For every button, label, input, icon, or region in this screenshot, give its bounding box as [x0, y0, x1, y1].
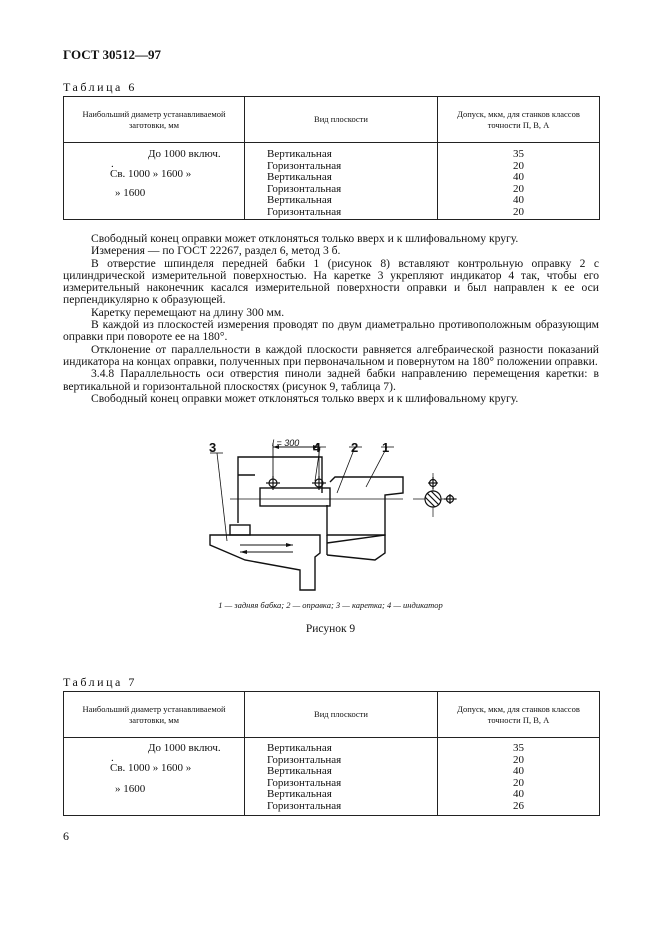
- body-text: [63, 233, 599, 405]
- indicator-holder: [238, 457, 322, 523]
- table6-header-plane: Вид плоскости: [245, 97, 438, 143]
- paragraph: Измерения — по ГОСТ 22267, раздел 6, метод 3 б.: [91, 244, 341, 258]
- table6-caption: Таблица 6: [63, 80, 137, 94]
- table-cell: Вертикальная: [267, 742, 332, 754]
- table-cell: Горизонтальная: [267, 205, 342, 218]
- table-cell: [86, 774, 244, 784]
- table-cell: 35: [513, 148, 524, 160]
- paragraph: Каретку перемещают на длину 300 мм.: [91, 305, 285, 319]
- table6: [63, 96, 600, 220]
- table-cell: 35: [513, 742, 524, 754]
- mandrel: [260, 488, 330, 506]
- table7-header-diameter: Наибольший диаметр устанавливаемой заготовки, мм: [64, 692, 245, 738]
- table6-planes: [245, 143, 438, 220]
- table-cell: Вертикальная: [267, 171, 332, 183]
- table-cell: 20: [513, 205, 524, 218]
- figure-9-diagram: [195, 435, 465, 595]
- table6-diameters: [64, 143, 245, 220]
- table-cell: Вертикальная: [267, 765, 332, 777]
- figure-legend: 1 — задняя бабка; 2 — оправка; 3 — каретка; 4 — индикатор: [218, 600, 443, 610]
- table-cell: 40: [513, 765, 524, 777]
- paragraph: Свободный конец оправки может отклоняться только вверх и к шлифовальному кругу.: [91, 391, 519, 405]
- table-cell: Св. 1000 » 1600 »: [110, 761, 192, 774]
- figure-label-2: 2: [351, 440, 359, 455]
- paragraph: В отверстие шпинделя передней бабки 1 (рисунок 8) вставляют контрольную оправку 2 с цилиндрической измерительной поверхностью. На каретке 3 укрепляют индикатор 4 так, чтобы его измерительный наконечник касался измерительной поверхности оправки и был направлен к ее оси перпендикулярно к образующей.: [63, 256, 599, 307]
- carriage: [210, 535, 320, 590]
- paragraph: В каждой из плоскостей измерения проводят по двум диаметрально противоположным образующим оправки при повороте ее на 180°.: [63, 318, 599, 344]
- table-cell: » 1600: [115, 187, 146, 199]
- table7-caption: Таблица 7: [63, 675, 137, 689]
- table-cell: » 1600: [115, 783, 146, 795]
- table7-planes: [245, 738, 438, 816]
- table-cell: 26: [513, 799, 524, 812]
- figure-dimension-label: l = 300: [272, 438, 300, 448]
- table6-tolerances: [438, 143, 600, 220]
- tailstock: [327, 477, 403, 535]
- table-cell: 40: [513, 194, 524, 206]
- table7: [63, 691, 600, 816]
- paragraph: 3.4.8 Параллельность оси отверстия пиноли задней бабки направлению перемещения каретки: в вертикальной и горизонтальной плоскостях (рисунок 9, таблица 7).: [63, 367, 599, 393]
- cross-section-icon: [413, 473, 457, 517]
- table7-tolerances: [438, 738, 600, 816]
- table-cell: Св. 1000 » 1600 »: [110, 167, 192, 180]
- table-cell: До 1000 включ.: [148, 148, 221, 160]
- table-cell: 20: [513, 776, 524, 789]
- table-cell: 40: [513, 171, 524, 183]
- table-cell: Вертикальная: [267, 194, 332, 206]
- table-cell: Горизонтальная: [267, 159, 342, 172]
- figure-title: Рисунок 9: [305, 623, 356, 635]
- page-number: 6: [63, 829, 69, 843]
- paragraph: Отклонение от параллельности в каждой плоскости равняется алгебраической разности показаний индикатора на концах оправки, полученных при первоначальном и повернутом на 180° положении оправки.: [63, 342, 599, 368]
- figure-label-1: 1: [382, 440, 390, 455]
- table6-header-tolerance: Допуск, мкм, для станков классов точности П, В, А: [438, 97, 600, 143]
- table7-header-plane: Вид плоскости: [245, 692, 438, 738]
- table-cell: Вертикальная: [267, 788, 332, 800]
- table-cell: [86, 180, 244, 188]
- figure-label-3: 3: [209, 440, 217, 455]
- table-cell: 20: [513, 182, 524, 195]
- table-cell: Вертикальная: [267, 148, 332, 160]
- table-cell: .: [111, 157, 114, 170]
- table6-header-diameter: Наибольший диаметр устанавливаемой заготовки, мм: [64, 97, 245, 143]
- table-cell: Горизонтальная: [267, 182, 342, 195]
- table7-header-tolerance: Допуск, мкм, для станков классов точности П, В, А: [438, 692, 600, 738]
- table-cell: До 1000 включ.: [148, 742, 221, 754]
- table-cell: .: [111, 751, 114, 764]
- table-cell: Горизонтальная: [267, 799, 342, 812]
- table7-diameters: [64, 738, 245, 816]
- table-cell: Горизонтальная: [267, 753, 342, 766]
- table-cell: Горизонтальная: [267, 776, 342, 789]
- paragraph: Свободный конец оправки может отклоняться только вверх и к шлифовальному кругу.: [91, 232, 519, 245]
- document-header: ГОСТ 30512—97: [63, 47, 162, 62]
- table-cell: 40: [513, 788, 524, 800]
- table-cell: 20: [513, 753, 524, 766]
- figure-label-4: 4: [313, 440, 321, 455]
- table-cell: 20: [513, 159, 524, 172]
